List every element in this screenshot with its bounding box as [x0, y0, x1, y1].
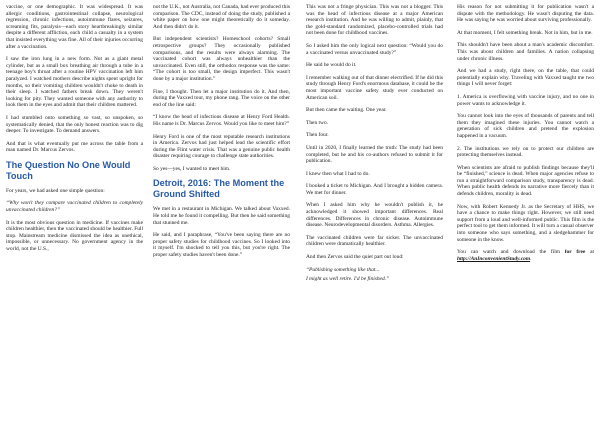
paragraph: I remember walking out of that dinner electrified. If he did this study through Henry Ford's enormous database, it could be the most important vaccine safety study ever conducted on American soil. — [306, 74, 443, 101]
paragraph: I booked a ticket to Michigan. And I brought a hidden camera. We met for dinner. — [306, 183, 443, 196]
paragraph: At that moment, I felt something break. Not in him, but in me. — [457, 29, 593, 36]
paragraph: You cannot look into the eyes of thousands of parents and tell them they imagined these injuries. You cannot watch a generation of sick children and pretend the explosion happened in a vacuum. — [457, 113, 594, 139]
paragraph: This was not a fringe physician. This was not a blogger. This was the head of infectious disease at a major American research institution. And he was willing to admit, plainly, that the gold-standard randomized, placebo-controlled trials had not been done for childhood vaccines. — [306, 4, 443, 37]
closing-text: You can watch and download the film — [457, 249, 565, 256]
paragraph: And then Zervos said the quiet part out loud: — [306, 254, 404, 261]
paragraph: Until in 2020, I finally learned the truth: The study had been completed, but he and his co-authors refused to submit it for publication. — [306, 144, 443, 165]
closing-text: . — [530, 255, 532, 262]
paragraph: I saw the iron lung in a new form. Not as a giant metal cylinder, but as a small box breathing air through a tube in a teenage boy's throat after a routine HPV vaccination left him paralyzed. I watched mothers describe nights spent upright for months, so their vomiting children wouldn't choke to death in their sleep. I watched fathers break down. They weren't looking for pity. They wanted someone with any authority to look them in the eyes and admit that their children mattered. — [6, 56, 143, 109]
column-4 — [457, 4, 594, 420]
paragraph: His reason for not submitting it for publication wasn't a dispute with the methodology. He wasn't disputing the data. He was saying he was worried about surviving professionally. — [457, 4, 594, 24]
quote: “Publishing something like that... — [306, 266, 380, 273]
paragraph: Then four. — [306, 132, 329, 139]
numbered-point: 1. America is overflowing with vaccine injury, and no one in power wants to acknowledge it. — [457, 93, 594, 107]
paragraph: And we had a study, right there, on the table, that could potentially explain why. Traveling with Vaxxed taught me two things I will never forget: — [457, 68, 594, 88]
paragraph: vaccine, or one demographic. It was widespread. It was allergic conditions, gastrointestinal collapse, neurological regression, chronic infections, autoimmune flares, seizures, screaming fits, paralysis—each story heartbreakingly similar despite a different affliction, each child a casualty in a system that insisted everything was fine. All of their injuries occurring after a vaccination. — [6, 4, 143, 50]
paragraph: Henry Ford is one of the most reputable research institutions in America. Zervos had just helped lead the scientific effort during the Flint water crisis. That was a genuine public health disaster requiring courage to challenge state authorities. — [153, 133, 290, 160]
section-heading: Detroit, 2016: The Moment the Ground Shifted — [153, 178, 285, 200]
column-1 — [6, 4, 143, 420]
paragraph: So yes—yes, I wanted to meet him. — [153, 165, 231, 172]
paragraph: Now, with Robert Kennedy Jr. as the Secretary of HHS, we have a chance to make things right. However, we still need support from a loud and well-informed public. This film is the perfect tool to get them informed. It will turn a casual observer into someone who says something, and a sledgehammer for someone in the know. — [457, 203, 594, 243]
paragraph: But then came the waiting. One year. — [306, 107, 387, 114]
paragraph: I knew then what I had to do. — [306, 170, 370, 177]
column-3 — [306, 4, 443, 420]
paragraph: This shouldn't have been about a man's academic discomfort. This was about children and families. A nation collapsing under chronic illness. — [457, 42, 594, 62]
closing-paragraph — [457, 249, 594, 262]
section-heading: The Question No One Would Touch — [6, 159, 131, 181]
paragraph: He said he would do it. — [306, 62, 357, 69]
closing-text: at — [585, 249, 594, 256]
quote: “I know the head of infectious disease at Henry Ford Health. His name is Dr. Marcus Zervos. Would you like to meet him?” — [153, 114, 290, 127]
paragraph: And that is what eventually put me across the table from a man named Dr. Marcus Zervos. — [6, 140, 143, 154]
paragraph: So I asked him the only logical next question: “Would you do a vaccinated versus unvaccinated study?” — [306, 42, 443, 56]
paragraph: It is the most obvious question in medicine. If vaccines make children healthier, then the vaccinated should be healthier. Full stop. Mainstream medicine dismissed the idea as unethical, impossible, or unnecessary. No government agency in the world, not the U.S., — [6, 219, 143, 253]
paragraph: The vaccinated children were far sicker. The unvaccinated children were dramatically healthier. — [306, 234, 443, 248]
paragraph: When I asked him why he wouldn't publish it, he acknowledged it showed important differences. Real differences. Differences in chronic disease. Autoimmune disease. Neurodevelopmental disorders. Asthma. Allergies. — [306, 202, 443, 229]
column-2 — [153, 4, 290, 420]
paragraph: He said, and I paraphrase, “You've been saying there are no proper safety studies for childhood vaccines. So I looked into it myself. I'm shocked to tell you this, but you're right. The proper safety studies haven't been done.” — [153, 232, 290, 259]
paragraph: not the U.K., not Australia, not Canada, had ever produced this comparison. The CDC, instead of doing the study, published a white paper on how one might theoretically do it someday. And then didn't do it. — [153, 4, 290, 30]
paragraph: When scientists are afraid to publish findings because they'll be “finished,” science is dead. When major agencies refuse to run a straightforward comparison study, transparency is dead. When public health defends its narrative more fiercely than it defends children, morality is dead. — [457, 164, 594, 198]
quote: I might as well retire. I'd be finished.” — [306, 276, 390, 283]
free-emphasis: for free — [564, 249, 586, 256]
paragraph: Then two. — [306, 119, 329, 126]
paragraph: I had stumbled onto something so vast, so unspoken, so systematically denied, that the only honest reaction was to dig deeper. To investigate. To demand answers. — [6, 114, 143, 135]
film-link[interactable]: http://AnInconvenientStudy.com — [457, 255, 531, 262]
quote: “Why won't they compare vaccinated children to completely unvaccinated children?” — [6, 200, 143, 214]
paragraph: For years, we had asked one simple question: — [6, 187, 105, 194]
numbered-point: 2. The institutions we rely on to protect our children are protecting themselves instead. — [457, 145, 594, 159]
paragraph: We met in a restaurant in Michigan. We talked about Vaxxed. He told me he found it compelling. But then he said something that stunned me. — [153, 206, 290, 226]
paragraph: But independent scientists? Homeschool cohorts? Small retrospective groups? They occasionally published comparisons, and the results were always alarming. The vaccinated cohort was always unhealthier than the unvaccinated. Even still, the orthodox response was the same: “The cohort is too small, the design imperfect. This wasn't done by a major institution.” — [153, 36, 290, 82]
paragraph: Fine, I thought. Then let a major institution do it. And then, during the Vaxxed tour, my phone rang. The voice on the other end of the line said: — [153, 88, 290, 108]
